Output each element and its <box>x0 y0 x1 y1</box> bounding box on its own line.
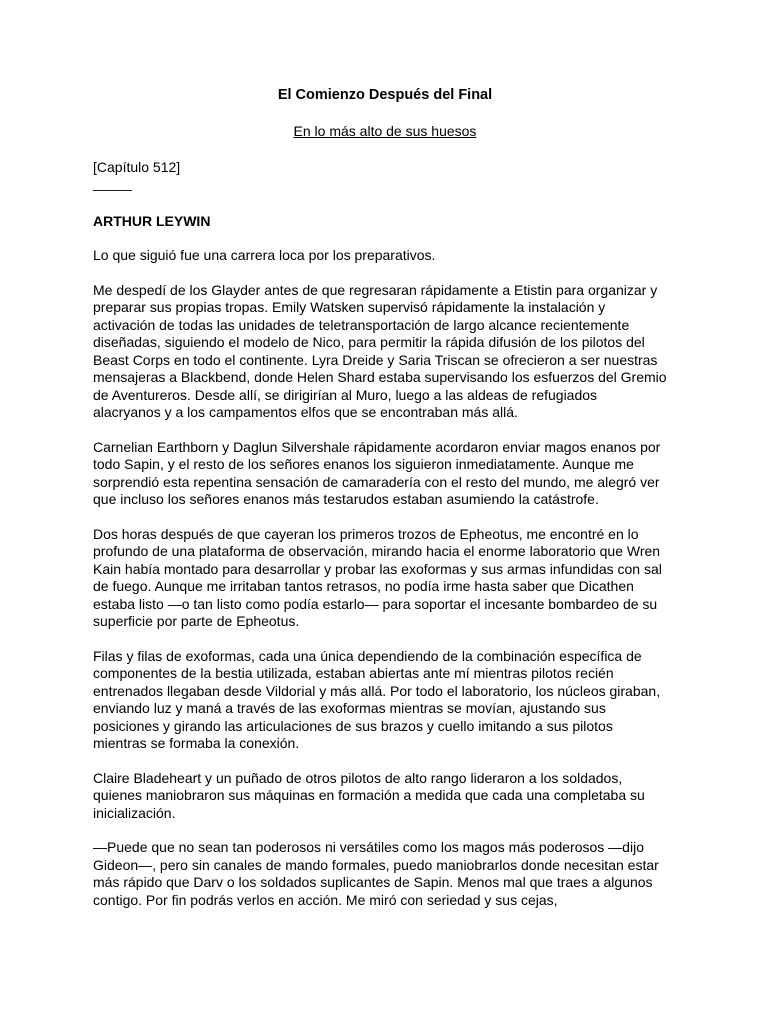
text-line: Kain había montado para desarrollar y probar las exoformas y sus armas infundidas con sal <box>93 560 662 577</box>
text-line: Carnelian Earthborn y Daglun Silvershale rápidamente acordaron enviar magos enanos por <box>93 438 661 455</box>
text-line: enviando luz y maná a través de las exoformas mientras se movían, ajustando sus <box>93 700 606 716</box>
text-line: Gideon—, pero sin canales de mando formales, puedo maniobrarlos donde necesitan estar <box>93 856 659 873</box>
text-line: Me despedí de los Glayder antes de que regresaran rápidamente a Etistin para organizar y <box>93 281 658 298</box>
text-line: Claire Bladeheart y un puñado de otros pilotos de alto rango lideraron a los soldados, <box>93 769 623 786</box>
text-line: sorprendió esta repentina sensación de camaradería con el resto del mundo, me alegró ver <box>93 473 660 490</box>
text-line: diseñadas, siguiendo el modelo de Nico, para permitir la rápida difusión de los pilotos del <box>93 334 645 350</box>
paragraph <box>93 770 677 823</box>
paragraph <box>93 648 677 753</box>
text-line: activación de todas las unidades de teletransportación de largo alcance recientemente <box>93 316 630 333</box>
text-line: —Puede que no sean tan poderosos ni versátiles como los magos más poderosos —dijo <box>93 839 644 855</box>
body-text <box>93 247 677 909</box>
text-line: Beast Corps en todo el continente. Lyra Dreide y Saria Triscan se ofrecieron a ser nuestras <box>93 351 658 368</box>
text-line: posiciones y girando las articulaciones de sus brazos y cuello imitando a sus pilotos <box>93 717 613 734</box>
text-line: de Aventureros. Desde allí, se dirigirían al Muro, luego a las aldeas de refugiados <box>93 386 598 403</box>
text-line: mientras se formaba la conexión. <box>93 735 300 751</box>
chapter-subtitle: En lo más alto de sus huesos <box>293 123 477 139</box>
paragraph <box>93 247 677 265</box>
text-line: Filas y filas de exoformas, cada una única dependiendo de la combinación específica de <box>93 647 642 664</box>
paragraph <box>93 839 677 909</box>
text-line: estaba listo —o tan listo como podía estarlo— para soportar el incesante bombardeo de su <box>93 595 658 612</box>
separator-rule: _____ <box>93 175 132 191</box>
text-line: mensajeras a Blackbend, donde Helen Shard estaba supervisando los esfuerzos del Gremio <box>93 369 667 385</box>
paragraph <box>93 282 677 422</box>
text-line: inicialización. <box>93 804 176 821</box>
chapter-number: [Capítulo 512] <box>93 159 181 175</box>
text-line: Dos horas después de que cayeran los primeros trozos de Epheotus, me encontré en lo <box>93 525 639 542</box>
text-line: profundo de una plataforma de observación, mirando hacia el enorme laboratorio que Wren <box>93 543 661 559</box>
paragraph <box>93 526 677 631</box>
text-line: todo Sapin, y el resto de los señores enanos los siguieron inmediatamente. Aunque me <box>93 456 634 472</box>
text-line: componentes de la bestia utilizada, estaban abiertas ante mí mientras pilotos recién <box>93 665 614 681</box>
text-line: de fuego. Aunque me irritaban tantos retrasos, no podía irme hasta saber que Dicathen <box>93 578 634 594</box>
text-line: contigo. Por fin podrás verlos en acción. Me miró con seriedad y sus cejas, <box>93 891 558 908</box>
text-line: alacryanos y a los campamentos elfos que se encontraban más allá. <box>93 404 518 420</box>
document-title: El Comienzo Después del Final <box>277 87 493 103</box>
text-line: entrenados llegaban desde Vildorial y más allá. Por todo el laboratorio, los núcleos giraban, <box>93 682 661 699</box>
text-line: Lo que siguió fue una carrera loca por los preparativos. <box>93 247 436 263</box>
text-line: más rápido que Darv o los soldados suplicantes de Sapin. Menos mal que traes a algunos <box>93 874 653 890</box>
text-line: superficie por parte de Epheotus. <box>93 613 300 629</box>
text-line: preparar sus propias tropas. Emily Watsken supervisó rápidamente la instalación y <box>93 299 606 315</box>
document-page <box>93 86 677 909</box>
paragraph <box>93 439 677 509</box>
text-line: que incluso los señores enanos más testarudos estaban asumiendo la catástrofe. <box>93 491 599 507</box>
text-line: quienes maniobraron sus máquinas en formación a medida que cada una completaba su <box>93 787 645 803</box>
pov-heading: ARTHUR LEYWIN <box>93 213 211 229</box>
